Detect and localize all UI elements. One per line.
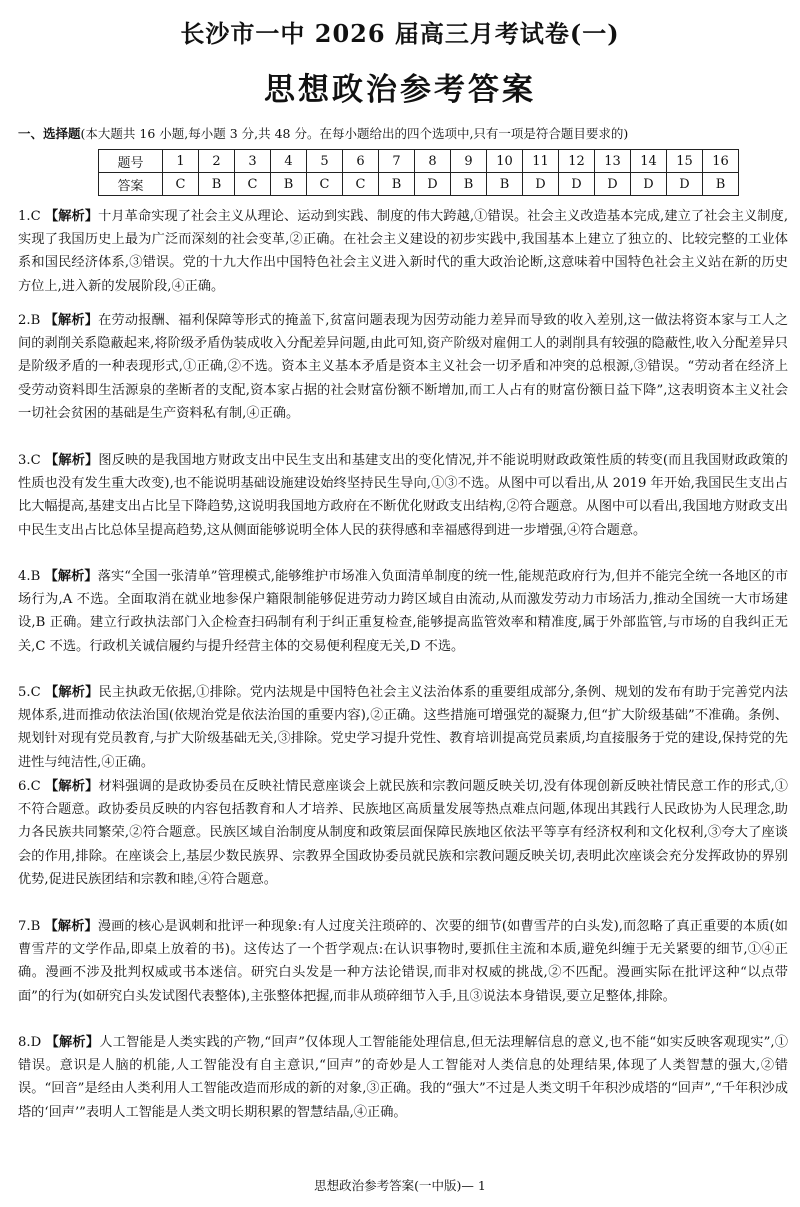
- item-number-answer: 3.C: [18, 453, 41, 468]
- answer-cell: D: [523, 173, 559, 196]
- explanation-item: [18, 775, 788, 915]
- item-text: 人工智能是人类实践的产物,“回声”仅体现人工智能能处理信息,但无法理解信息的意义,也不能“如实反映客观现实”,①错误。意识是人脑的机能,人工智能没有自主意识,“回声”的奇妙是人工智能对人类信息的处理结果,体现了人类智慧的强大,②错误。“回音”是经由人类利用人工智能改造而形成的新的对象,③正确。我的“强大”不过是人类文明千年积沙成塔的“回声”,“千年积沙成塔的‘回声’”表明人工智能是人类文明长期积累的智慧结晶,④正确。: [18, 1035, 788, 1120]
- question-number-cell: 12: [559, 150, 595, 173]
- answer-cell: C: [307, 173, 343, 196]
- question-number-cell: 3: [235, 150, 271, 173]
- question-number-cell: 4: [271, 150, 307, 173]
- answer-cell: B: [487, 173, 523, 196]
- item-number-answer: 5.C: [18, 685, 41, 700]
- explanation-item: [18, 681, 788, 775]
- answer-cell: B: [271, 173, 307, 196]
- item-number-answer: 8.D: [18, 1035, 42, 1050]
- item-number-answer: 4.B: [18, 569, 41, 584]
- row-label-answer: 答案: [99, 173, 163, 196]
- item-text: 十月革命实现了社会主义从理论、运动到实践、制度的伟大跨越,①错误。社会主义改造基本完成,建立了社会主义制度,实现了我国历史上最为广泛而深刻的社会变革,②正确。在社会主义建设的初步实践中,我国基本上建立了独立的、比较完整的工业体系和国民经济体系,③错误。党的十九大作出中国特色社会主义进入新时代的重大政治论断,这意味着中国特色社会主义站在新的历史方位上,进入新的发展阶段,④正确。: [18, 209, 788, 294]
- answer-cell: B: [703, 173, 739, 196]
- question-number-cell: 2: [199, 150, 235, 173]
- analysis-tag: 【解析】: [45, 1035, 100, 1050]
- explanation-item: [18, 309, 788, 449]
- analysis-tag: 【解析】: [45, 453, 99, 468]
- answer-cell: B: [199, 173, 235, 196]
- question-number-cell: 5: [307, 150, 343, 173]
- answer-cell: D: [631, 173, 667, 196]
- question-number-cell: 10: [487, 150, 523, 173]
- answer-cell: B: [379, 173, 415, 196]
- explanation-item: [18, 565, 788, 681]
- item-text: 图反映的是我国地方财政支出中民生支出和基建支出的变化情况,并不能说明财政政策性质的转变(而且我国财政政策的性质也没有发生重大改变),也不能说明基础设施建设始终坚持民生导向,①③不选。从图中可以看出,从 2019 年开始,我国民生支出占比大幅提高,基建支出占比呈下降趋势,这说明我国地方政府在不断优化财政支出结构,②符合题意。从图中可以看出,我国地方财政支出中民生支出占比总体呈提高趋势,这从侧面能够说明全体人民的获得感和幸福感得到进一步增强,④符合题意。: [18, 453, 788, 538]
- item-number-answer: 7.B: [18, 919, 41, 934]
- question-number-cell: 15: [667, 150, 703, 173]
- item-text: 民主执政无依据,①排除。党内法规是中国特色社会主义法治体系的重要组成部分,条例、规划的发布有助于完善党内法规体系,进而推动依法治国(依规治党是依法治国的重要内容),②正确。这些措施可增强党的凝聚力,但“扩大阶级基础”不准确。条例、规划针对现有党员教育,与扩大阶级基础无关,③排除。党史学习提升党性、教育培训提高党员素质,均直接服务于党的建设,保持党的先进性与纯洁性,④正确。: [18, 685, 788, 770]
- analysis-tag: 【解析】: [44, 313, 99, 328]
- answer-cell: C: [163, 173, 199, 196]
- answer-cell: B: [451, 173, 487, 196]
- question-number-cell: 14: [631, 150, 667, 173]
- explanation-item: [18, 449, 788, 565]
- row-label-number: 题号: [99, 150, 163, 173]
- answer-cell: C: [235, 173, 271, 196]
- answer-cell: D: [415, 173, 451, 196]
- question-number-cell: 8: [415, 150, 451, 173]
- page-footer: 思想政治参考答案(一中版)— 1: [314, 1178, 486, 1193]
- section-heading: [18, 124, 788, 142]
- explanation-list: [18, 205, 788, 1125]
- item-text: 漫画的核心是讽刺和批评一种现象:有人过度关注琐碎的、次要的细节(如曹雪芹的白头发),而忽略了真正重要的本质(如曹雪芹的文学作品,即桌上放着的书)。这传达了一个哲学观点:在认识事物时,要抓住主流和本质,避免纠缠于无关紧要的细节,①④正确。漫画不涉及批判权威或书本迷信。研究白头发是一种方法论错误,而非对权威的挑战,②不匹配。漫画实际在批评这种“以点带面”的行为(如研究白头发试图代表整体),主张整体把握,而非从琐碎细节入手,且③说法本身错误,要立足整体,排除。: [18, 919, 788, 1004]
- question-number-cell: 9: [451, 150, 487, 173]
- analysis-tag: 【解析】: [44, 919, 98, 934]
- answer-table-row-answers: [99, 173, 739, 196]
- analysis-tag: 【解析】: [44, 209, 99, 224]
- section-description: (本大题共 16 小题,每小题 3 分,共 48 分。在每小题给出的四个选项中,只有一项是符合题目要求的): [80, 126, 629, 141]
- explanation-item: [18, 205, 788, 309]
- section-label: 一、选择题: [18, 126, 81, 141]
- item-number-answer: 2.B: [18, 313, 41, 328]
- analysis-tag: 【解析】: [45, 685, 99, 700]
- answer-cell: D: [559, 173, 595, 196]
- item-text: 材料强调的是政协委员在反映社情民意座谈会上就民族和宗教问题反映关切,没有体现创新反映社情民意工作的形式,①不符合题意。政协委员反映的内容包括教育和人才培养、民族地区高质量发展等热点难点问题,体现出其践行人民政协为人民理念,助力各民族共同繁荣,②符合题意。民族区域自治制度从制度和政策层面保障民族地区依法平等享有经济权利和文化权利,③夸大了座谈会的作用,排除。在座谈会上,基层少数民族界、宗教界全国政协委员就民族和宗教问题反映关切,表明此次座谈会充分发挥政协的界别优势,促进民族团结和宗教和睦,④符合题意。: [18, 779, 788, 887]
- item-number-answer: 6.C: [18, 779, 41, 794]
- analysis-tag: 【解析】: [44, 569, 98, 584]
- item-text: 在劳动报酬、福利保障等形式的掩盖下,贫富问题表现为因劳动能力差异而导致的收入差别,这一做法将资本家与工人之间的剥削关系隐蔽起来,将阶级矛盾伪装成收入分配差异问题,由此可知,资产阶级对雇佣工人的剥削具有较强的隐蔽性,收入分配差异只是阶级矛盾的一种表现形式,①正确,②不选。资本主义基本矛盾是资本主义社会一切矛盾和冲突的总根源,③错误。“劳动者在经济上受劳动资料即生活源泉的垄断者的支配,资本家占据的社会财富份额不断增加,而工人占有的财富份额日益下降”,这表明资本主义社会一切社会贫困的基础是生产资料私有制,④正确。: [18, 313, 788, 421]
- explanation-item: [18, 915, 788, 1031]
- answer-cell: D: [667, 173, 703, 196]
- item-number-answer: 1.C: [18, 209, 41, 224]
- answer-table-row-numbers: [99, 150, 739, 173]
- page-title: 思想政治参考答案: [264, 72, 536, 108]
- question-number-cell: 6: [343, 150, 379, 173]
- explanation-item: [18, 1031, 788, 1125]
- question-number-cell: 16: [703, 150, 739, 173]
- answer-cell: D: [595, 173, 631, 196]
- exam-header: 长沙市一中 2026 届高三月考试卷(一): [180, 19, 620, 48]
- question-number-cell: 13: [595, 150, 631, 173]
- answer-cell: C: [343, 173, 379, 196]
- question-number-cell: 11: [523, 150, 559, 173]
- item-text: 落实“全国一张清单”管理模式,能够维护市场准入负面清单制度的统一性,能规范政府行为,但并不能完全统一各地区的市场行为,A 不选。全面取消在就业地参保户籍限制能够促进劳动力跨区域自由流动,从而激发劳动力市场活力,推动全国统一大市场建设,B 正确。建立行政执法部门入企检查扫码制有利于纠正重复检查,能够提高监管效率和精准度,属于外部监管,与市场的自我纠正无关,C 不选。行政机关诚信履约与提升经营主体的交易便利程度无关,D 不选。: [18, 569, 788, 654]
- question-number-cell: 7: [379, 150, 415, 173]
- question-number-cell: 1: [163, 150, 199, 173]
- analysis-tag: 【解析】: [45, 779, 99, 794]
- answer-table: [98, 149, 739, 196]
